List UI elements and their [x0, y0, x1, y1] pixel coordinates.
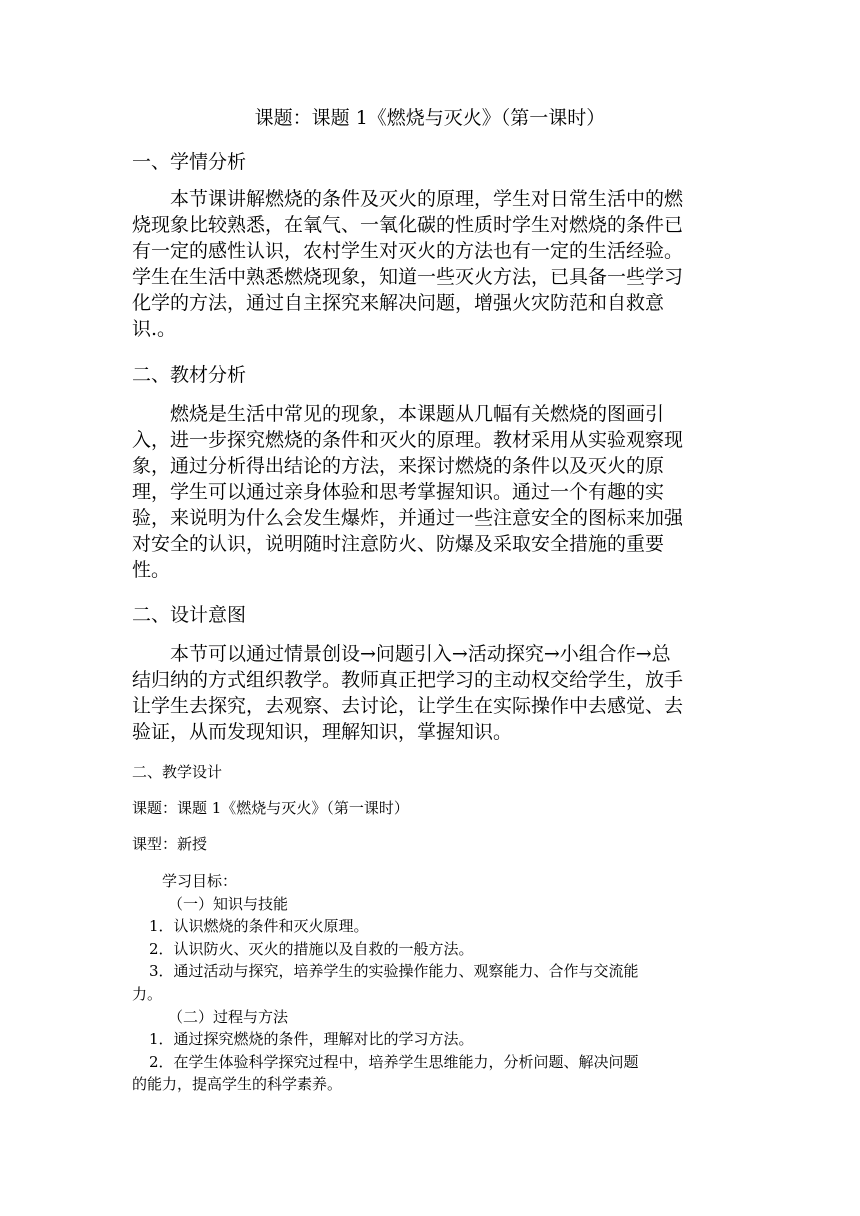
- paragraph-line: 对安全的认识，说明随时注意防火、防爆及采取安全措施的重要: [132, 533, 665, 555]
- design-intent-paragraph: [132, 641, 732, 745]
- section-heading-material-analysis: 二、教材分析: [132, 364, 247, 386]
- paragraph-line: 结归纳的方式组织教学。教师真正把学习的主动权交给学生，放手: [132, 669, 684, 691]
- page-title: 课题：课题 1《燃烧与灭火》（第一课时）: [254, 107, 606, 129]
- section-heading-design-intent: 二、设计意图: [132, 604, 247, 626]
- subsection-process-methods: （二）过程与方法: [168, 1007, 289, 1026]
- paragraph-line: 象，通过分析得出结论的方法，来探讨燃烧的条件以及灭火的原: [132, 455, 665, 477]
- paragraph-line: 识.。: [132, 318, 177, 340]
- learner-analysis-paragraph: [132, 186, 732, 342]
- paragraph-line: 有一定的感性认识，农村学生对灭火的方法也有一定的生活经验。: [132, 240, 684, 262]
- list-item-continuation: 力。: [132, 984, 163, 1003]
- list-item: 2．认识防火、灭火的措施以及自救的一般方法。: [149, 939, 474, 958]
- list-item: 3．通过活动与探究，培养学生的实验操作能力、观察能力、合作与交流能: [149, 962, 639, 981]
- list-item: 1．认识燃烧的条件和灭火原理。: [149, 917, 369, 936]
- paragraph-line: 理，学生可以通过亲身体验和思考掌握知识。通过一个有趣的实: [132, 481, 665, 503]
- learning-goals-list: [132, 870, 732, 1096]
- list-item: 1．通过探究燃烧的条件，理解对比的学习方法。: [149, 1030, 474, 1049]
- paragraph-line: 本节可以通过情景创设→问题引入→活动探究→小组合作→总: [132, 643, 671, 665]
- lesson-type: 课型：新授: [132, 835, 208, 853]
- section-heading-learner-analysis: 一、学情分析: [132, 151, 247, 173]
- paragraph-line: 性。: [132, 559, 171, 581]
- goals-label: 学习目标：: [162, 872, 238, 890]
- subsection-knowledge-skills: （一）知识与技能: [168, 894, 289, 913]
- paragraph-line: 入，进一步探究燃烧的条件和灭火的原理。教材采用从实验观察现: [132, 429, 684, 451]
- paragraph-line: 让学生去探究，去观察、去讨论，让学生在实际操作中去感觉、去: [132, 695, 684, 717]
- list-item-continuation: 的能力，提高学生的科学素养。: [132, 1075, 343, 1094]
- paragraph-line: 化学的方法，通过自主探究来解决问题，增强火灾防范和自救意: [132, 292, 665, 314]
- paragraph-line: 本节课讲解燃烧的条件及灭火的原理，学生对日常生活中的燃: [132, 188, 684, 210]
- paragraph-line: 燃烧是生活中常见的现象，本课题从几幅有关燃烧的图画引: [132, 403, 665, 425]
- material-analysis-paragraph: [132, 401, 732, 583]
- paragraph-line: 学生在生活中熟悉燃烧现象，知道一些灭火方法，已具备一些学习: [132, 266, 684, 288]
- paragraph-line: 烧现象比较熟悉，在氧气、一氧化碳的性质时学生对燃烧的条件已: [132, 214, 684, 236]
- list-item: 2．在学生体验科学探究过程中，培养学生思维能力，分析问题、解决问题: [149, 1052, 639, 1071]
- paragraph-line: 验证，从而发现知识，理解知识，掌握知识。: [132, 721, 513, 743]
- lesson-topic: 课题：课题 1《燃烧与灭火》（第一课时）: [132, 799, 409, 817]
- paragraph-line: 验，来说明为什么会发生爆炸，并通过一些注意安全的图标来加强: [132, 507, 684, 529]
- section-heading-teaching-design: 二、教学设计: [132, 763, 223, 781]
